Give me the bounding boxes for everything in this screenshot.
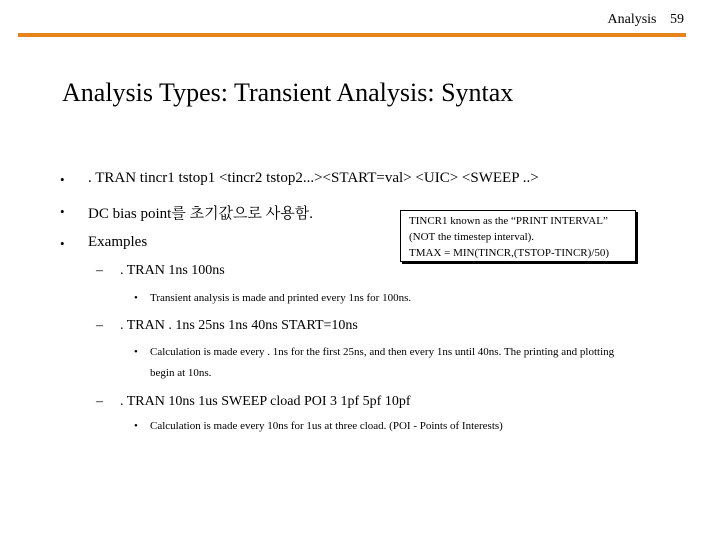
annotation-line: TINCR1 known as the “PRINT INTERVAL”: [409, 215, 608, 227]
example-command: . TRAN 10ns 1us SWEEP cload POI 3 1pf 5pf 10pf: [120, 394, 411, 409]
sub-bullet-marker: •: [134, 346, 138, 358]
annotation-line: TMAX = MIN(TINCR,(TSTOP-TINCR)/50): [409, 247, 610, 259]
section-label: Analysis: [607, 12, 657, 27]
example-command: . TRAN 1ns 100ns: [120, 263, 225, 278]
bullet-marker: •: [60, 204, 65, 219]
annotation-line: (NOT the timestep interval).: [409, 231, 535, 243]
dash-marker: –: [96, 263, 103, 278]
bullet-tran-syntax: . TRAN tincr1 tstop1 <tincr2 tstop2...><START=val> <UIC> <SWEEP ..>: [88, 170, 539, 186]
example-description: Transient analysis is made and printed every 1ns for 100ns.: [150, 292, 412, 304]
bullet-marker: •: [60, 236, 65, 251]
dash-marker: –: [96, 394, 103, 409]
slide-title: Analysis Types: Transient Analysis: Syntax: [62, 78, 514, 107]
sub-bullet-marker: •: [134, 420, 138, 432]
sub-bullet-marker: •: [134, 292, 138, 304]
page-number: 59: [670, 12, 684, 27]
example-description: Calculation is made every 10ns for 1us at three cload. (POI - Points of Interests): [150, 420, 503, 432]
example-command: . TRAN . 1ns 25ns 1ns 40ns START=10ns: [120, 318, 358, 333]
example-description: Calculation is made every . 1ns for the first 25ns, and then every 1ns until 40ns. The printing and plotting: [150, 346, 615, 358]
example-description-continued: begin at 10ns.: [150, 367, 212, 379]
slide-header: [608, 12, 685, 28]
dash-marker: –: [96, 318, 103, 333]
annotation-box: [400, 210, 636, 262]
header-divider: [18, 33, 686, 37]
bullet-dc-bias: DC bias point를 초기값으로 사용함.: [88, 206, 313, 222]
bullet-examples: Examples: [88, 234, 148, 250]
bullet-marker: •: [60, 172, 65, 187]
